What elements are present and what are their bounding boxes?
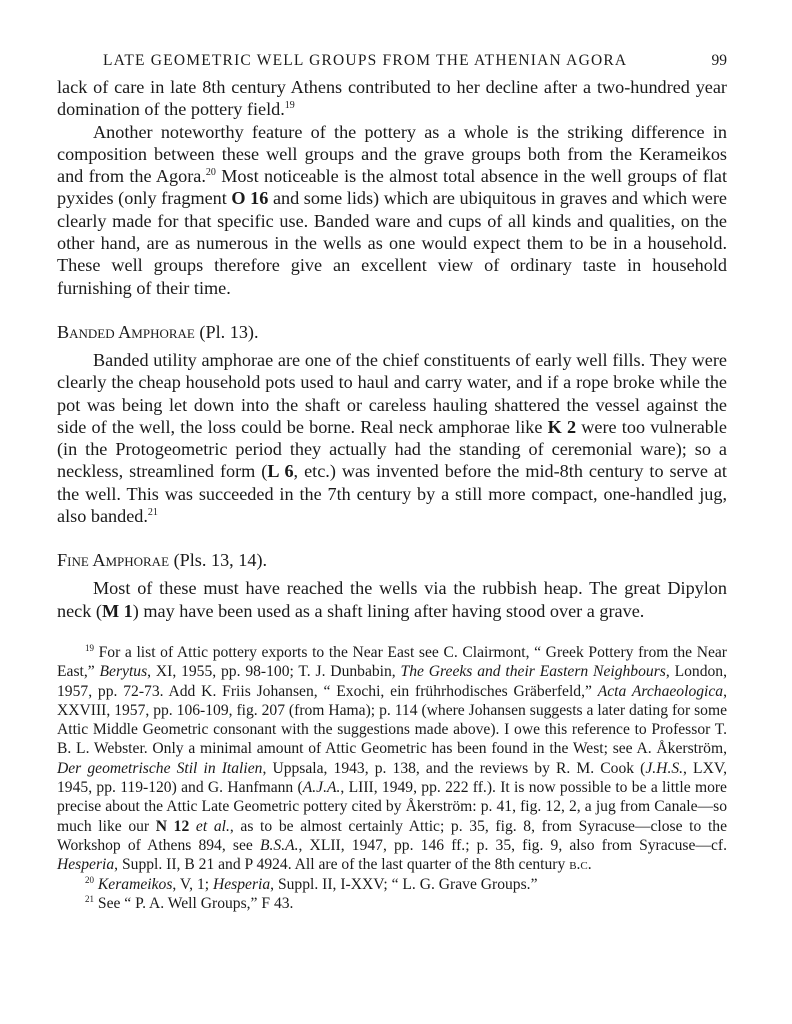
footnote-ref-20: 20: [205, 167, 216, 179]
footnote-19: [57, 643, 727, 875]
footnote-21: [57, 894, 727, 913]
paragraph-2-text-b: Most noticeable is the almost total absence in the well groups of flat pyxides (only fragment: [57, 166, 727, 209]
fn19-sc1: b.c.: [569, 856, 592, 874]
footnotes: [57, 643, 727, 913]
fn19-t8: , as to be almost certainly Attic; p. 35, fig. 8, from Syracuse—close to the Workshop of Athens 894, see: [57, 817, 727, 854]
fn19-t1: For a list of Attic pottery exports to the Near East see C. Clairmont, “ Greek Pottery from the Near East,”: [57, 643, 727, 681]
catalogue-ref-k2: K 2: [547, 416, 577, 437]
fn20-t2: , Suppl. II, I-XXV; “ L. G. Grave Groups.”: [270, 875, 538, 893]
section-heading-fine-amphorae-plate: (Pls. 13, 14).: [169, 550, 268, 571]
paragraph-4: [57, 577, 727, 622]
section-heading-banded-amphorae-plate: (Pl. 13).: [194, 321, 259, 342]
fn19-t9: , XLII, 1947, pp. 146 ff.; p. 35, fig. 9, also from Syracuse—cf.: [298, 836, 727, 854]
paragraph-3: [57, 349, 727, 527]
footnote-20: [57, 875, 727, 894]
paragraph-2: [57, 121, 727, 299]
fn19-i8: B.S.A.: [259, 836, 299, 854]
fn19-i7: et al.: [189, 817, 230, 835]
catalogue-ref-o16: O 16: [231, 188, 269, 209]
fn19-i1: Berytus: [99, 663, 148, 681]
body-text: [57, 76, 727, 622]
fn19-i2: The Greeks and their Eastern Neighbours: [400, 663, 666, 681]
page-number: 99: [711, 52, 727, 69]
footnote-20-number: 20: [85, 874, 94, 885]
fn19-i9: Hesperia: [57, 856, 115, 874]
paragraph-1: [57, 76, 727, 121]
footnote-19-number: 19: [85, 642, 94, 653]
catalogue-ref-m1: M 1: [101, 600, 133, 621]
running-head-title: LATE GEOMETRIC WELL GROUPS FROM THE ATHENIAN AGORA: [103, 52, 628, 69]
fn19-t6: , LXV, 1945, pp. 119-120) and G. Hanfmann (: [57, 759, 727, 797]
fn19-t3: , London, 1957, pp. 72-73. Add K. Friis Johansen, “ Exochi, ein frührhodisches Gräberfeld,”: [57, 663, 727, 700]
section-heading-banded-amphorae-title: Banded Amphorae: [57, 321, 195, 342]
fn20-t1: , V, 1;: [172, 875, 213, 893]
section-heading-fine-amphorae: [57, 549, 727, 571]
paragraph-3-text-c: , etc.) was invented before the mid-8th century to serve at the well. This was succeeded in the 7th century by a still more compact, one-handled jug, also banded.: [57, 461, 727, 527]
paragraph-3-text-a: Banded utility amphorae are one of the chief constituents of early well fills. They were clearly the cheap household pots used to haul and carry water, and if a rope broke while the pot was being let down into the shaft or careless hauling shattered the vessel against the side of the well, the loss could be borne. Real neck amphorae like: [57, 349, 727, 437]
fn19-t5: , Uppsala, 1943, p. 138, and the reviews by R. M. Cook (: [262, 759, 646, 777]
footnote-21-number: 21: [85, 893, 94, 904]
footnote-ref-19: 19: [284, 100, 295, 112]
footnote-ref-21: 21: [147, 506, 158, 518]
fn19-t4: , XXVIII, 1957, pp. 106-109, fig. 207 (from Hama); p. 114 (where Johansen suggests a later dating for some Attic Middle Geometric consonant with the suggestions made above). I owe this reference to Professor T. B. L. Webster. Only a minimal amount of Attic Geometric has been found in the West; see A. Åkerström,: [57, 682, 727, 758]
fn19-i4: Der geometrische Stil in Italien: [57, 759, 263, 777]
fn19-i5: J.H.S.: [645, 759, 684, 777]
paragraph-1-text: lack of care in late 8th century Athens contributed to her decline after a two-hundred year domination of the pottery field.: [57, 77, 727, 120]
section-heading-fine-amphorae-title: Fine Amphorae: [57, 550, 170, 571]
fn19-t7: , LIII, 1949, pp. 222 ff.). It is now possible to be a little more precise about the Attic Late Geometric pottery cited by Åkerström: p. 41, fig. 12, 2, a jug from Canale—so much like our: [57, 779, 727, 835]
catalogue-ref-l6: L 6: [267, 461, 294, 482]
page: [57, 52, 727, 913]
fn21-t1: See “ P. A. Well Groups,” F 43.: [94, 894, 294, 912]
fn19-t10: , Suppl. II, B 21 and P 4924. All are of the last quarter of the 8th century: [114, 856, 570, 874]
paragraph-4-text-a: Most of these must have reached the wells via the rubbish heap. The great Dipylon neck (: [57, 578, 727, 621]
paragraph-3-text-b: were too vulnerable (in the Protogeometric period they actually had the standing of ceremonial ware); so a neckless, streamlined form (: [57, 416, 727, 482]
paragraph-2-text-c: and some lids) which are ubiquitous in graves and which were clearly made for that specific use. Banded ware and cups of all kinds and qualities, on the other hand, are as numerous in the wells as one would expect them to be in a household. These well groups therefore give an excellent view of ordinary taste in household furnishing of their time.: [57, 188, 727, 298]
fn19-t2: , XI, 1955, pp. 98-100; T. J. Dunbabin,: [147, 663, 401, 681]
section-heading-banded-amphorae: [57, 321, 727, 343]
fn19-i3: Acta Archaeologica: [597, 682, 724, 700]
fn20-i1: Kerameikos: [94, 875, 173, 893]
paragraph-2-text-a: Another noteworthy feature of the pottery as a whole is the striking difference in composition between these well groups and the grave groups both from the Kerameikos and from the Agora.: [57, 121, 727, 187]
fn19-i6: A.J.A.: [302, 779, 341, 797]
fn19-b1: N 12: [155, 817, 190, 835]
fn20-i2: Hesperia: [212, 875, 271, 893]
running-head: [57, 52, 727, 76]
paragraph-4-text-b: ) may have been used as a shaft lining after having stood over a grave.: [132, 600, 645, 621]
